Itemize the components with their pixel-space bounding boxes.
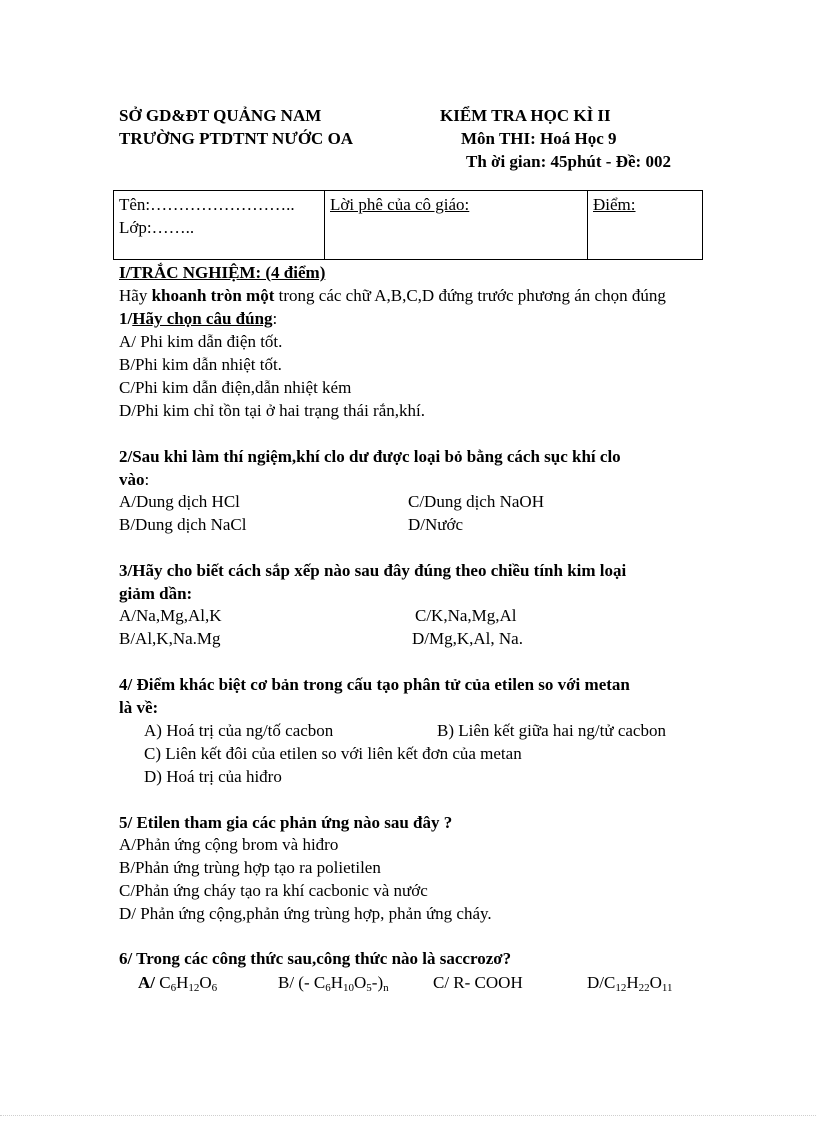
q6-a-hydrogen: H: [176, 973, 189, 992]
student-cell[interactable]: [114, 191, 325, 259]
q2-colon: :: [144, 470, 150, 489]
q1-option-b[interactable]: B/Phi kim dẫn nhiệt tốt.: [119, 355, 282, 374]
q4-title-line-1: 4/ Điểm khác biệt cơ bản trong cấu tạo phân tử của etilen so với metan: [119, 675, 630, 694]
q2-option-c[interactable]: C/Dung dịch NaOH: [408, 492, 544, 511]
q6-d-hydrogen: H: [626, 973, 639, 992]
q4-option-d[interactable]: D) Hoá trị của hiđro: [144, 767, 282, 786]
instructions-part-1: Hãy: [119, 286, 152, 305]
q3-title-line-2: giảm dần:: [119, 584, 193, 603]
q6-d-oxygen-sub: 11: [661, 982, 673, 994]
q5-title: 5/ Etilen tham gia các phản ứng nào sau đây ?: [119, 813, 453, 832]
school-name: TRƯỜNG PTDTNT NƯỚC OA: [119, 129, 354, 148]
q2-title-line-1: 2/Sau khi làm thí ngiệm,khí clo dư được loại bỏ bằng cách sục khí clo: [119, 447, 621, 466]
q6-b-hydrogen: H: [330, 973, 344, 992]
score-label: Điểm:: [593, 195, 636, 214]
q3-title-line-1: 3/Hãy cho biết cách sắp xếp nào sau đây đúng theo chiều tính kim loại: [119, 561, 627, 580]
q3-option-d[interactable]: D/Mg,K,Al, Na.: [412, 629, 523, 648]
q2-option-b[interactable]: B/Dung dịch NaCl: [119, 515, 247, 534]
instructions-emphasis: khoanh tròn một: [151, 286, 275, 305]
q6-option-a[interactable]: [138, 972, 217, 994]
score-cell[interactable]: [588, 191, 702, 259]
q6-a-hydrogen-sub: 12: [188, 982, 200, 994]
q6-option-d[interactable]: [587, 972, 673, 994]
teacher-comment-cell[interactable]: [325, 191, 588, 259]
q3-option-c[interactable]: C/K,Na,Mg,Al: [415, 606, 517, 625]
q2-title-line-2: [119, 469, 149, 491]
q5-option-a[interactable]: A/Phản ứng cộng brom và hiđro: [119, 835, 339, 854]
q6-a-carbon-sub: 6: [170, 982, 177, 994]
q6-a-oxygen-sub: 6: [211, 982, 218, 994]
student-name-field[interactable]: Tên:……………………..: [119, 195, 295, 214]
q6-b-prefix: B/ (- C: [278, 973, 326, 992]
q6-option-a-label: A/: [138, 973, 160, 992]
q1-title-text: Hãy chọn câu đúng: [132, 309, 273, 328]
q6-a-carbon: C: [159, 973, 171, 992]
q5-option-c[interactable]: C/Phản ứng cháy tạo ra khí cacbonic và nước: [119, 881, 428, 900]
q6-b-n-sub: n: [383, 982, 389, 994]
q6-d-prefix: D/C: [587, 973, 616, 992]
q6-b-hydrogen-sub: 10: [343, 982, 355, 994]
q6-d-carbon-sub: 12: [615, 982, 627, 994]
q4-title-line-2: là về:: [119, 698, 159, 717]
q1-option-d[interactable]: D/Phi kim chỉ tồn tại ở hai trạng thái rắn,khí.: [119, 401, 425, 420]
q6-option-c[interactable]: C/ R- COOH: [433, 973, 523, 992]
q6-b-oxygen: O: [354, 973, 367, 992]
q6-d-oxygen: O: [649, 973, 662, 992]
q6-option-b[interactable]: [278, 972, 389, 994]
q6-a-oxygen: O: [199, 973, 212, 992]
q4-option-b[interactable]: B) Liên kết giữa hai ng/tử cacbon: [437, 721, 666, 740]
q1-number: 1/: [119, 309, 133, 328]
q6-title: 6/ Trong các công thức sau,công thức nào là saccrozơ?: [119, 949, 512, 968]
q2-option-d[interactable]: D/Nước: [408, 515, 464, 534]
q6-b-suffix: -): [371, 973, 384, 992]
q4-option-a[interactable]: A) Hoá trị của ng/tố cacbon: [144, 721, 334, 740]
q6-b-carbon-sub: 6: [325, 982, 331, 994]
dept-name: SỞ GD&ĐT QUẢNG NAM: [119, 106, 322, 125]
q2-option-a[interactable]: A/Dung dịch HCl: [119, 492, 240, 511]
exam-title: KIỂM TRA HỌC KÌ II: [440, 106, 611, 125]
q2-title-line-2-text: vào: [119, 470, 145, 489]
q5-option-d[interactable]: D/ Phản ứng cộng,phản ứng trùng hợp, phản ứng cháy.: [119, 904, 492, 923]
q3-option-a[interactable]: A/Na,Mg,Al,K: [119, 606, 222, 625]
q4-option-c[interactable]: C) Liên kết đôi của etilen so với liên kết đơn của metan: [144, 744, 522, 763]
instructions: [119, 285, 666, 307]
q1-option-a[interactable]: A/ Phi kim dẫn điện tốt.: [119, 332, 283, 351]
q1-colon: :: [272, 309, 278, 328]
exam-time: Th ời gian: 45phút - Đề: 002: [466, 152, 671, 171]
student-info-table: [113, 190, 703, 260]
q1-option-c[interactable]: C/Phi kim dẫn điện,dẫn nhiệt kém: [119, 378, 352, 397]
subject: Môn THI: Hoá Học 9: [461, 129, 617, 148]
teacher-comment-label: Lời phê của cô giáo:: [330, 195, 470, 214]
section-title: I/TRẮC NGHIỆM: (4 điểm): [119, 263, 326, 282]
student-class-field[interactable]: Lớp:……..: [119, 218, 195, 237]
instructions-part-3: trong các chữ A,B,C,D đứng trước phương án chọn đúng: [274, 286, 666, 305]
q1-title: [119, 308, 277, 330]
q3-option-b[interactable]: B/Al,K,Na.Mg: [119, 629, 221, 648]
q5-option-b[interactable]: B/Phản ứng trùng hợp tạo ra polietilen: [119, 858, 381, 877]
q6-b-oxygen-sub: 5: [366, 982, 372, 994]
q6-d-hydrogen-sub: 22: [638, 982, 650, 994]
page-bottom-divider: [0, 1115, 816, 1116]
